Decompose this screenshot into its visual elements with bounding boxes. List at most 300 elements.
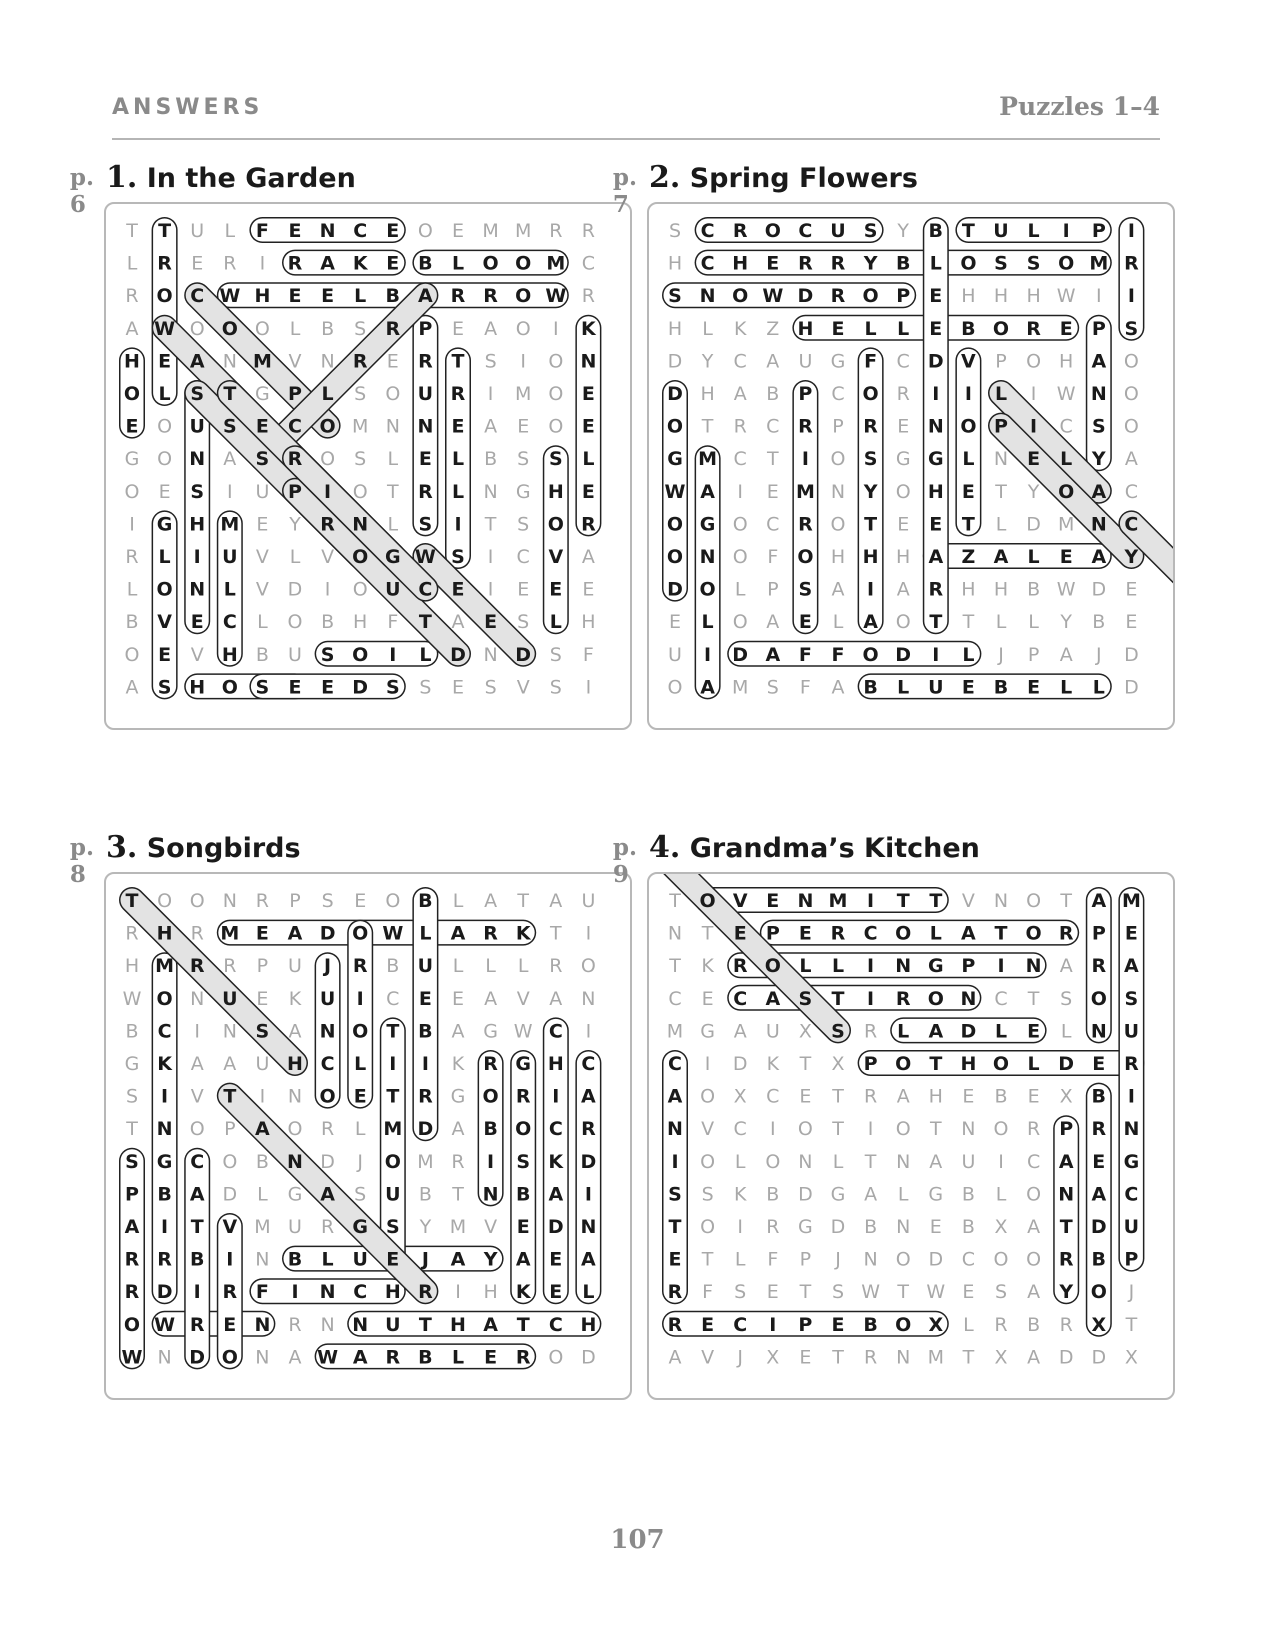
answer-letter: A: [961, 922, 976, 945]
grid-letter: N: [320, 1313, 335, 1336]
answer-letter: E: [386, 1248, 400, 1271]
answer-letter: L: [1092, 676, 1105, 699]
grid-svg: [106, 874, 630, 1398]
grid-letter: R: [125, 922, 139, 945]
answer-letter: I: [226, 1248, 234, 1271]
grid-letter: C: [766, 513, 780, 536]
answer-letter: M: [383, 1118, 403, 1141]
grid-letter: B: [1027, 578, 1041, 601]
answer-letter: E: [1027, 1020, 1041, 1043]
grid-letter: N: [798, 1150, 813, 1173]
grid-letter: I: [585, 922, 592, 945]
puzzle-range: Puzzles 1–4: [999, 92, 1160, 121]
answer-letter: B: [928, 220, 944, 242]
answer-letter: N: [189, 578, 206, 601]
answer-letter: R: [352, 350, 368, 373]
grid-letter: H: [700, 383, 715, 405]
grid-letter: A: [125, 676, 139, 699]
answer-letter: P: [125, 1183, 139, 1206]
grid-letter: I: [487, 578, 494, 601]
grid-letter: N: [483, 643, 498, 666]
grid-letter: R: [549, 220, 563, 242]
grid-letter: O: [1026, 1183, 1042, 1206]
grid-letter: L: [517, 955, 529, 978]
grid-letter: I: [487, 546, 494, 568]
grid-letter: A: [896, 578, 910, 601]
answer-letter: I: [291, 1281, 299, 1304]
answer-letter: R: [352, 955, 368, 978]
grid-letter: A: [896, 1085, 910, 1108]
grid-letter: T: [386, 480, 399, 503]
grid-letter: S: [484, 676, 497, 699]
grid-letter: M: [449, 1216, 467, 1238]
answer-letter: A: [124, 1216, 140, 1238]
grid-letter: V: [701, 1346, 715, 1369]
answer-letter: T: [961, 220, 975, 242]
grid-letter: T: [1125, 1313, 1138, 1336]
answer-letter: R: [1026, 317, 1041, 340]
answer-letter: P: [765, 922, 780, 945]
answer-letter: O: [221, 317, 238, 340]
grid-letter: I: [704, 1053, 711, 1075]
grid-letter: R: [549, 955, 563, 978]
grid-letter: O: [124, 643, 140, 666]
grid-letter: N: [581, 987, 596, 1010]
answer-letter: O: [862, 383, 879, 405]
answer-letter: O: [1058, 252, 1075, 275]
answer-letter: O: [960, 252, 977, 275]
answer-letter: N: [927, 415, 944, 438]
grid-letter: S: [668, 220, 682, 242]
grid-letter: E: [256, 513, 269, 536]
grid-letter: T: [1060, 890, 1073, 912]
grid-letter: L: [734, 1150, 746, 1173]
answer-letter: I: [487, 1150, 495, 1173]
answer-letter: J: [421, 1248, 429, 1271]
grid-letter: V: [961, 890, 975, 912]
grid-letter: S: [766, 676, 779, 699]
answer-letter: L: [419, 922, 432, 945]
grid-letter: A: [484, 890, 498, 912]
grid-letter: B: [766, 1183, 780, 1206]
answer-letter: M: [795, 480, 815, 503]
puzzle-number: 3.: [106, 830, 138, 865]
grid-letter: S: [354, 317, 367, 340]
answer-letter: M: [546, 252, 566, 275]
grid-letter: E: [451, 317, 465, 340]
answer-letter: O: [352, 922, 369, 945]
grid-letter: E: [451, 987, 465, 1010]
grid-letter: E: [1125, 578, 1138, 601]
grid-letter: R: [766, 1216, 780, 1238]
grid-letter: O: [417, 220, 433, 242]
grid-letter: Y: [1027, 480, 1040, 503]
answer-letter: B: [895, 252, 911, 275]
answer-letter: R: [1091, 955, 1107, 978]
grid-letter: O: [700, 1216, 716, 1238]
answer-letter: B: [483, 1118, 498, 1141]
grid-letter: J: [357, 1150, 364, 1173]
grid-letter: L: [485, 955, 496, 978]
answer-letter: N: [1090, 513, 1107, 536]
answer-letter: L: [1027, 220, 1040, 242]
answer-letter: H: [450, 1313, 466, 1336]
answer-letter: T: [831, 987, 845, 1010]
word-search-grid: [104, 872, 632, 1400]
answer-letter: R: [581, 1118, 596, 1141]
grid-letter: R: [320, 1118, 335, 1141]
grid-letter: T: [126, 220, 138, 242]
answer-letter: I: [324, 480, 332, 503]
grid-letter: D: [1058, 1346, 1074, 1369]
answer-letter: E: [321, 676, 335, 699]
answer-letter: N: [895, 955, 912, 978]
puzzle-number: 1.: [106, 160, 138, 195]
grid-letter: T: [864, 1150, 877, 1173]
grid-letter: L: [257, 1183, 268, 1206]
grid-letter: M: [1057, 513, 1075, 536]
answer-letter: N: [319, 1281, 336, 1304]
answer-letter: O: [1025, 922, 1042, 945]
grid-letter: N: [287, 1085, 303, 1108]
answer-letter: L: [1060, 676, 1073, 699]
answer-letter: U: [222, 987, 238, 1010]
grid-letter: T: [929, 1118, 942, 1141]
answer-letter: L: [223, 578, 236, 601]
answer-letter: B: [863, 1313, 878, 1336]
grid-letter: I: [867, 1118, 874, 1141]
grid-letter: V: [321, 546, 335, 568]
puzzle-page-ref: p. 8: [69, 834, 94, 888]
grid-letter: M: [514, 220, 532, 242]
answer-letter: R: [667, 1281, 683, 1304]
grid-letter: D: [1026, 513, 1041, 536]
grid-letter: V: [255, 578, 269, 601]
puzzle-page-ref: p. 6: [69, 164, 94, 218]
answer-letter: A: [548, 1183, 564, 1206]
answer-letter: L: [419, 643, 432, 666]
answer-letter: U: [189, 415, 205, 438]
grid-letter: S: [484, 350, 497, 373]
grid-letter: G: [255, 383, 270, 405]
answer-letter: W: [545, 285, 567, 308]
answer-letter: I: [584, 1183, 592, 1206]
grid-letter: E: [451, 676, 465, 699]
answer-letter: U: [993, 220, 1009, 242]
grid-svg: [649, 204, 1173, 728]
answer-letter: D: [580, 1150, 597, 1173]
grid-letter: G: [895, 448, 911, 471]
grid-letter: N: [320, 350, 335, 373]
grid-letter: I: [1095, 285, 1102, 308]
answer-letter: E: [549, 1248, 563, 1271]
grid-letter: E: [517, 415, 530, 438]
answer-letter: N: [699, 285, 716, 308]
grid-letter: W: [1056, 383, 1076, 405]
grid-letter: B: [321, 317, 335, 340]
answer-letter: S: [831, 1020, 845, 1043]
answer-letter: S: [255, 1020, 270, 1043]
grid-letter: J: [835, 1248, 841, 1271]
answer-letter: T: [929, 611, 943, 634]
answer-letter: N: [156, 1118, 173, 1141]
answer-letter: S: [385, 676, 400, 699]
grid-letter: U: [288, 643, 302, 666]
answer-letter: W: [154, 1313, 176, 1336]
answer-letter: A: [581, 1085, 596, 1108]
grid-letter: A: [484, 987, 498, 1010]
answer-letter: D: [156, 1281, 173, 1304]
grid-letter: K: [701, 955, 714, 978]
answer-letter: R: [732, 955, 748, 978]
grid-letter: N: [863, 1248, 878, 1271]
answer-letter: B: [418, 890, 433, 912]
grid-letter: C: [668, 987, 682, 1010]
grid-letter: R: [190, 922, 204, 945]
grid-letter: D: [287, 578, 303, 601]
grid-letter: A: [733, 1020, 747, 1043]
answer-letter: H: [960, 1053, 977, 1075]
answer-letter: R: [124, 1281, 140, 1304]
answer-letter: O: [862, 643, 879, 666]
answer-letter: P: [288, 480, 302, 503]
answer-letter: A: [667, 1085, 683, 1108]
grid-letter: A: [1027, 1281, 1041, 1304]
answer-letter: B: [189, 1248, 205, 1271]
answer-letter: I: [356, 987, 364, 1010]
grid-letter: I: [455, 1281, 461, 1304]
answer-letter: S: [385, 1216, 400, 1238]
answer-letter: X: [1091, 1313, 1107, 1336]
answer-letter: A: [863, 611, 878, 634]
grid-letter: C: [994, 987, 1008, 1010]
grid-letter: G: [124, 1053, 140, 1075]
puzzle-name: Grandma’s Kitchen: [689, 833, 980, 864]
grid-letter: S: [701, 1183, 714, 1206]
answer-letter: M: [698, 448, 718, 471]
grid-letter: D: [667, 350, 683, 373]
grid-letter: O: [385, 890, 401, 912]
answer-letter: H: [797, 317, 814, 340]
grid-letter: C: [766, 1085, 780, 1108]
grid-letter: S: [994, 1281, 1008, 1304]
grid-letter: B: [1092, 611, 1106, 634]
grid-letter: O: [895, 611, 911, 634]
grid-letter: O: [515, 317, 531, 340]
grid-letter: L: [387, 513, 399, 536]
grid-letter: B: [961, 1216, 975, 1238]
grid-letter: S: [354, 448, 367, 471]
answer-letter: C: [288, 415, 302, 438]
answer-letter: L: [451, 1346, 465, 1369]
grid-letter: B: [1027, 1313, 1041, 1336]
grid-letter: O: [157, 448, 173, 471]
answer-letter: R: [320, 513, 335, 536]
answer-letter: H: [156, 922, 173, 945]
answer-letter: N: [1090, 1020, 1107, 1043]
answer-letter: E: [929, 285, 943, 308]
grid-letter: K: [733, 317, 747, 340]
answer-letter: W: [414, 546, 436, 568]
answer-letter: E: [1059, 546, 1073, 568]
grid-letter: S: [354, 1183, 367, 1206]
answer-letter: N: [352, 1313, 369, 1336]
grid-letter: V: [190, 643, 204, 666]
grid-letter: I: [737, 480, 744, 503]
answer-letter: E: [733, 922, 747, 945]
grid-letter: E: [451, 220, 465, 242]
answer-letter: P: [863, 1053, 878, 1075]
answer-letter: N: [699, 546, 716, 568]
answer-letter: I: [997, 955, 1005, 978]
grid-letter: U: [288, 955, 302, 978]
answer-letter: A: [1091, 1183, 1107, 1206]
grid-letter: M: [417, 1150, 434, 1173]
answer-letter: S: [190, 480, 205, 503]
grid-letter: N: [255, 1248, 270, 1271]
answer-letter: I: [389, 1053, 397, 1075]
grid-letter: S: [354, 383, 367, 405]
grid-letter: E: [668, 611, 682, 634]
answer-letter: C: [418, 578, 433, 601]
answer-letter: O: [764, 955, 781, 978]
answer-letter: O: [992, 317, 1010, 340]
answer-letter: U: [1123, 1216, 1140, 1238]
answer-letter: G: [927, 955, 944, 978]
grid-letter: R: [581, 285, 596, 308]
grid-letter: L: [897, 1183, 909, 1206]
grid-letter: O: [830, 448, 846, 471]
answer-letter: A: [1124, 955, 1139, 978]
grid-letter: N: [222, 350, 237, 373]
grid-letter: T: [832, 1346, 844, 1369]
grid-letter: V: [288, 350, 302, 373]
answer-letter: S: [798, 578, 813, 601]
answer-letter: A: [765, 643, 781, 666]
answer-letter: I: [671, 1150, 679, 1173]
grid-letter: W: [861, 1281, 880, 1304]
grid-letter: A: [1027, 1346, 1041, 1369]
grid-letter: O: [1123, 415, 1139, 438]
grid-letter: H: [830, 546, 846, 568]
answer-letter: S: [798, 987, 813, 1010]
answer-letter: W: [121, 1346, 143, 1369]
grid-letter: D: [798, 1183, 813, 1206]
grid-letter: J: [998, 643, 1004, 666]
answer-letter: B: [1091, 1248, 1107, 1271]
answer-letter: E: [484, 611, 498, 634]
grid-letter: O: [222, 1150, 238, 1173]
answer-letter: R: [515, 1085, 531, 1108]
grid-letter: R: [223, 252, 237, 275]
grid-letter: A: [1027, 1216, 1041, 1238]
answer-letter: Y: [863, 480, 878, 503]
grid-letter: K: [766, 1053, 780, 1075]
answer-letter: O: [352, 546, 369, 568]
grid-letter: E: [766, 480, 779, 503]
grid-letter: Y: [419, 1216, 432, 1238]
answer-letter: T: [994, 922, 1008, 945]
answer-letter: P: [288, 383, 302, 405]
grid-letter: I: [585, 1020, 592, 1043]
grid-letter: A: [1059, 955, 1073, 978]
grid-letter: E: [962, 1281, 975, 1304]
grid-letter: N: [896, 1216, 911, 1238]
answer-letter: M: [1089, 252, 1109, 275]
grid-letter: I: [585, 676, 592, 699]
grid-letter: X: [798, 1020, 812, 1043]
answer-letter: D: [547, 1216, 564, 1238]
answer-letter: C: [798, 220, 813, 242]
answer-letter: S: [255, 676, 270, 699]
answer-letter: L: [897, 317, 910, 340]
answer-letter: R: [189, 1313, 205, 1336]
answer-letter: R: [483, 285, 498, 308]
answer-letter: D: [667, 578, 683, 601]
grid-letter: X: [831, 1053, 845, 1075]
grid-letter: C: [831, 383, 845, 405]
grid-letter: F: [767, 1248, 779, 1271]
answer-letter: P: [798, 1313, 813, 1336]
grid-letter: V: [701, 1118, 715, 1141]
answer-letter: R: [418, 1085, 433, 1108]
answer-letter: A: [1058, 1150, 1074, 1173]
answer-letter: O: [123, 383, 141, 405]
grid-letter: R: [255, 890, 270, 912]
answer-letter: E: [581, 383, 595, 405]
puzzle-page-ref: p. 7: [612, 164, 637, 218]
answer-letter: C: [190, 1150, 205, 1173]
grid-letter: G: [515, 480, 531, 503]
answer-letter: T: [864, 513, 878, 536]
grid-letter: A: [831, 578, 845, 601]
answer-letter: I: [769, 1313, 777, 1336]
grid-letter: D: [928, 1248, 944, 1271]
grid-letter: U: [961, 1150, 976, 1173]
answer-letter: B: [385, 285, 401, 308]
grid-letter: V: [190, 1085, 204, 1108]
grid-letter: O: [320, 448, 336, 471]
grid-letter: T: [126, 1118, 138, 1141]
answer-letter: L: [158, 383, 171, 405]
answer-letter: A: [581, 1248, 596, 1271]
answer-letter: E: [516, 1216, 530, 1238]
grid-letter: O: [1026, 890, 1042, 912]
answer-letter: R: [830, 252, 846, 275]
answer-letter: O: [895, 1053, 912, 1075]
grid-letter: D: [732, 1053, 748, 1075]
grid-letter: A: [288, 1020, 302, 1043]
answer-letter: O: [384, 1150, 401, 1173]
answer-letter: L: [321, 1248, 334, 1271]
answer-letter: C: [157, 1020, 172, 1043]
answer-letter: E: [831, 1313, 845, 1336]
grid-letter: P: [767, 578, 779, 601]
answer-letter: S: [451, 546, 465, 568]
grid-letter: P: [832, 415, 844, 438]
grid-letter: H: [1026, 285, 1041, 308]
grid-letter: R: [863, 1346, 878, 1369]
answer-letter: C: [222, 611, 237, 634]
grid-letter: N: [830, 480, 846, 503]
grid-letter: O: [667, 676, 683, 699]
grid-letter: S: [517, 513, 530, 536]
answer-letter: O: [960, 415, 977, 438]
answer-letter: A: [928, 546, 944, 568]
grid-letter: H: [896, 546, 911, 568]
answer-letter: S: [255, 448, 270, 471]
grid-letter: M: [514, 383, 532, 405]
